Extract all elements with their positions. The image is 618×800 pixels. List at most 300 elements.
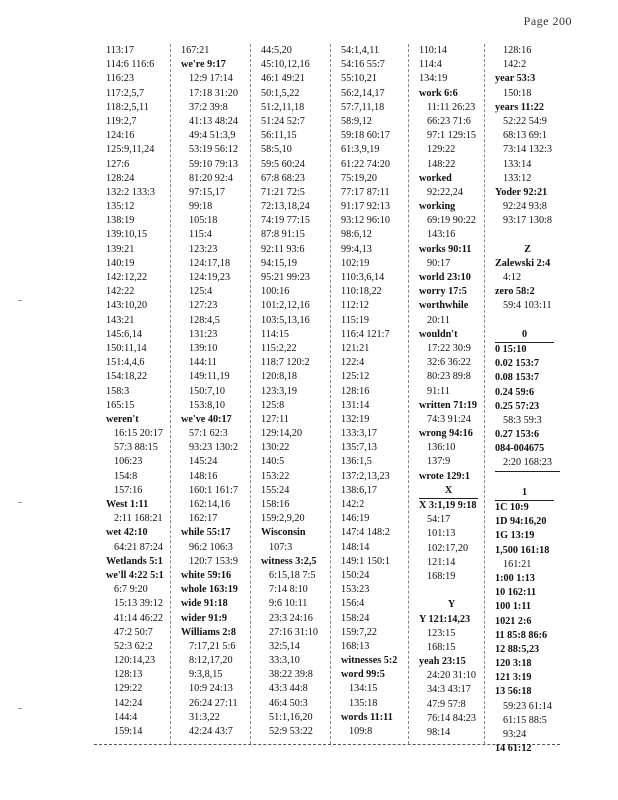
index-entry-reference: 99:4,13 [341, 243, 372, 255]
index-entry-reference: 8:12,17,20 [189, 655, 233, 667]
index-entry-reference: 116:23 [106, 73, 134, 85]
index-entry-reference: 95:21 99:23 [261, 272, 310, 283]
index-letter-heading: Z [524, 243, 531, 255]
index-entry-reference: 16:15 20:17 [114, 428, 163, 440]
index-entry-word: 121 3:19 [495, 672, 532, 684]
index-entry-reference: 131:23 [189, 328, 218, 340]
index-entry-reference: 93:12 96:10 [341, 215, 390, 227]
index-entry-word: Zalewski 2:4 [495, 257, 551, 269]
index-entry-reference: 41:13 48:24 [189, 115, 238, 127]
index-entry-reference: 121:14 [427, 556, 456, 568]
index-entry-reference: 67:8 68:23 [261, 172, 305, 184]
index-entry-reference: 138:19 [106, 215, 135, 227]
index-entry-reference: 9:3,8,15 [189, 669, 223, 681]
index-entry-reference: 6:15,18 7:5 [269, 569, 316, 581]
scan-edge-mark [18, 300, 22, 301]
index-entry-reference: 37:2 39:8 [189, 101, 228, 113]
index-entry-reference: 58:9,12 [341, 115, 372, 127]
index-column-2 [170, 44, 250, 744]
index-entry-reference: 144:4 [114, 711, 138, 723]
index-entry-reference: 11:11 26:23 [427, 101, 476, 113]
index-entry-word: 0 15:10 [495, 343, 527, 355]
index-entry-reference: 118:7 120:2 [261, 357, 310, 369]
index-entry-reference: 61:22 74:20 [341, 158, 390, 170]
index-column-6 [484, 44, 560, 755]
index-entry-reference: 159:14 [114, 726, 143, 737]
index-entry-reference: 110:3,6,14 [341, 272, 385, 283]
index-entry-word: while 55:17 [181, 527, 231, 539]
index-entry-reference: 128:16 [503, 45, 532, 56]
index-entry-word: wide 91:18 [181, 598, 228, 610]
index-entry-reference: 161:21 [503, 558, 532, 570]
index-entry-reference: 12:9 17:14 [189, 73, 233, 85]
index-entry-reference: 145:6,14 [106, 328, 142, 340]
index-entry-reference: 124:17,18 [189, 257, 231, 269]
index-entry-reference: 73:14 132:3 [503, 144, 552, 156]
index-letter-heading: X [419, 484, 478, 499]
index-entry-word: wider 91:9 [181, 612, 227, 624]
index-entry-reference: 58:5,10 [261, 144, 292, 156]
index-entry-word: 11 85:8 86:6 [495, 629, 548, 641]
index-entry-reference: 57:3 88:15 [114, 442, 158, 454]
index-entry-reference: 139:10,15 [106, 229, 148, 241]
index-column-4 [330, 44, 408, 744]
index-entry-reference: 127:11 [261, 413, 289, 425]
index-entry-reference: 52:22 54:9 [503, 115, 547, 127]
index-entry-reference: 69:19 90:22 [427, 215, 476, 227]
index-entry-reference: 115:2,22 [261, 342, 297, 354]
index-entry-reference: 142:22 [106, 286, 135, 298]
index-entry-reference: 116:4 121:7 [341, 328, 390, 340]
index-entry-reference: 101:13 [427, 528, 456, 540]
index-entry-reference: 103:5,13,16 [261, 314, 310, 326]
index-entry-reference: 9:6 10:11 [269, 598, 308, 610]
index-entry-reference: 57:7,11,18 [341, 101, 385, 113]
index-entry-reference: 125:9,11,24 [106, 144, 155, 156]
index-entry-reference: 132:19 [341, 413, 370, 425]
index-entry-reference: 131:14 [341, 399, 370, 411]
index-entry-reference: 128:16 [341, 385, 370, 397]
index-entry-word: worked [419, 172, 452, 184]
index-entry-reference: 94:15,19 [261, 257, 297, 269]
index-entry-reference: 93:23 130:2 [189, 442, 238, 454]
index-entry-reference: 127:23 [189, 300, 218, 312]
index-entry-reference: 115:19 [341, 314, 369, 326]
index-entry-reference: 157:16 [114, 484, 143, 496]
index-entry-reference: 148:14 [341, 541, 370, 553]
index-entry-reference: 80:23 89:8 [427, 371, 471, 383]
index-entry-reference: 140:19 [106, 257, 135, 269]
index-entry-reference: 133:12 [503, 172, 532, 184]
index-entry-word: written 71:19 [419, 399, 477, 411]
index-entry-reference: 51:2,11,18 [261, 101, 305, 113]
index-entry-reference: 54:17 [427, 514, 451, 526]
index-entry-reference: 97:15,17 [189, 186, 225, 198]
index-entry-reference: 153:22 [261, 470, 290, 482]
index-entry-reference: 17:22 30:9 [427, 342, 471, 354]
index-entry-word: wet 42:10 [106, 527, 148, 539]
index-entry-reference: 143:21 [106, 314, 135, 326]
index-entry-reference: 123:23 [189, 243, 218, 255]
index-entry-reference: 53:19 56:12 [189, 144, 238, 156]
index-entry-reference: 74:19 77:15 [261, 215, 310, 227]
index-entry-reference: 106:23 [114, 456, 143, 468]
index-entry-word: work 6:6 [419, 87, 458, 99]
index-entry-word: 10 162:11 [495, 587, 537, 599]
index-entry-reference: 92:24 93:8 [503, 201, 547, 213]
index-entry-reference: 123:15 [427, 627, 456, 639]
index-entry-reference: 26:24 27:11 [189, 697, 238, 709]
index-letter-heading: 1 [495, 486, 554, 501]
index-entry-reference: 122:4 [341, 357, 365, 369]
index-entry-reference: 59:4 103:11 [503, 300, 552, 312]
index-entry-reference: 87:8 91:15 [261, 229, 305, 241]
index-entry-word: worthwhile [419, 300, 469, 312]
index-entry-word: worry 17:5 [419, 286, 467, 298]
index-entry-reference: 97:1 129:15 [427, 130, 476, 142]
index-entry-reference: 23:3 24:16 [269, 612, 313, 624]
index-entry-reference [495, 314, 560, 328]
index-entry-word: zero 58:2 [495, 286, 535, 298]
index-entry-reference: 38:22 39:8 [269, 669, 313, 681]
index-entry-reference: 105:18 [189, 215, 218, 227]
index-entry-reference: 134:15 [349, 683, 378, 695]
index-entry-reference: 61:3,9,19 [341, 144, 380, 156]
index-entry-word: witness 3:2,5 [261, 555, 317, 567]
index-entry-word: 1,500 161:18 [495, 544, 550, 556]
index-entry-reference: 54:1,4,11 [341, 45, 380, 56]
index-entry-reference: 41:14 46:22 [114, 612, 163, 624]
index-entry-reference: 27:16 31:10 [269, 626, 318, 638]
index-entry-reference: 150:24 [341, 569, 370, 581]
index-entry-word: 1D 94:16,20 [495, 516, 547, 528]
index-entry-reference: 149:11,19 [189, 371, 230, 383]
index-entry-word: 14 61:12 [495, 743, 532, 755]
index-entry-reference: 93:24 [503, 729, 527, 740]
index-entry-reference: 133:14 [503, 158, 532, 170]
index-entry-reference: 96:2 106:3 [189, 541, 233, 553]
index-entry-word: 0.08 153:7 [495, 372, 540, 384]
index-entry-reference: 101:2,12,16 [261, 300, 310, 312]
index-entry-reference: 150:11,14 [106, 342, 147, 354]
index-entry-reference: 15:13 39:12 [114, 598, 163, 610]
index-entry-word: 0.24 59:6 [495, 386, 535, 398]
index-entry-reference: 165:15 [106, 399, 135, 411]
index-entry-reference: 135:7,13 [341, 442, 377, 454]
index-entry-reference: 145:24 [189, 456, 218, 468]
index-entry-reference: 32:5,14 [269, 640, 300, 652]
index-entry-reference: 31:3,22 [189, 711, 220, 723]
index-entry-reference: 43:3 44:8 [269, 683, 308, 695]
index-entry-reference: 121:21 [341, 342, 370, 354]
index-entry-word: year 53:3 [495, 73, 536, 85]
index-entry-reference: 56:11,15 [261, 130, 297, 142]
index-entry-reference: 75:19,20 [341, 172, 377, 184]
index-entry-reference: 136:10 [427, 442, 456, 454]
index-entry-reference: 52:9 53:22 [269, 726, 313, 737]
index-entry-reference: 51:1,16,20 [269, 711, 313, 723]
index-entry-reference: 125:12 [341, 371, 370, 383]
index-entry-reference: 10:9 24:13 [189, 683, 233, 695]
index-entry-reference: 134:19 [419, 73, 448, 85]
index-entry-reference: 92:22,24 [427, 186, 463, 198]
index-entry-reference: 129:14,20 [261, 428, 303, 440]
index-entry-reference: 158:24 [341, 612, 370, 624]
index-entry-reference: 137:9 [427, 456, 451, 468]
index-entry-reference: 59:23 61:14 [503, 700, 552, 712]
index-entry-word: 1021 2:6 [495, 615, 532, 627]
index-entry-reference: 118:2,5,11 [106, 101, 149, 113]
index-entry-reference: 47:2 50:7 [114, 626, 153, 638]
index-entry-word: 0.27 153:6 [495, 429, 540, 441]
index-entry-reference: 64:21 87:24 [114, 541, 163, 553]
index-entry-reference: 102:19 [341, 257, 370, 269]
index-column-5 [408, 44, 484, 744]
index-entry-reference: 71:21 72:5 [261, 186, 305, 198]
index-entry-reference: 123:3,19 [261, 385, 297, 397]
index-entry-reference: 59:10 79:13 [189, 158, 238, 170]
index-entry-reference: 114:6 116:6 [106, 59, 155, 71]
index-entry-reference: 125:4 [189, 286, 213, 298]
index-entry-reference: 50:1,5,22 [261, 87, 300, 99]
index-entry-word: weren't [106, 413, 139, 425]
index-entry-word: 100 1:11 [495, 601, 531, 613]
index-entry-reference: 56:2,14,17 [341, 87, 385, 99]
index-entry-reference: 47:9 57:8 [427, 698, 466, 710]
index-entry-word: word 99:5 [341, 669, 385, 681]
index-entry-reference: 144:11 [189, 357, 217, 369]
index-entry-reference: 45:10,12,16 [261, 59, 310, 71]
index-entry-word: X 3:1,19 9:18 [419, 500, 477, 511]
index-entry-reference: 130:22 [261, 442, 290, 454]
index-entry-reference: 136:1,5 [341, 456, 372, 468]
index-entry-reference: 160:1 161:7 [189, 484, 238, 496]
index-entry-reference: 32:6 36:22 [427, 357, 471, 369]
index-entry-word: yeah 23:15 [419, 656, 466, 668]
index-entry-reference: 7:17,21 5:6 [189, 640, 236, 652]
index-entry-word: works 90:11 [419, 243, 472, 255]
index-entry-reference: 114:4 [419, 59, 442, 71]
index-entry-reference: 51:24 52:7 [261, 115, 305, 127]
index-entry-word: we're 9:17 [181, 59, 226, 71]
index-entry-reference: 159:7,22 [341, 626, 377, 638]
index-entry-reference: 127:6 [106, 158, 130, 170]
index-entry-word: witnesses 5:2 [341, 655, 398, 667]
index-entry-reference: 149:1 150:1 [341, 555, 390, 567]
index-entry-reference [495, 471, 560, 486]
index-entry-reference: 142:2 [503, 59, 527, 71]
index-entry-reference: 98:14 [427, 727, 451, 738]
index-entry-reference: 4:12 [503, 272, 522, 283]
index-entry-reference: 55:10,21 [341, 73, 377, 85]
index-entry-reference: 33:3,10 [269, 655, 300, 667]
index-entry-reference: 46:1 49:21 [261, 73, 305, 85]
index-entry-reference: 117:2,5,7 [106, 87, 145, 99]
index-entry-reference: 135:18 [349, 697, 378, 709]
index-letter-heading: Y [447, 599, 456, 611]
index-entry-word: 120 3:18 [495, 658, 532, 670]
index-entry-reference: 98:6,12 [341, 229, 372, 241]
index-entry-reference: 34:3 43:17 [427, 684, 471, 696]
index-entry-reference: 132:2 133:3 [106, 186, 155, 198]
index-entry-word: Wetlands 5:1 [106, 555, 163, 567]
index-entry-reference: 168:13 [341, 640, 370, 652]
index-entry-reference: 158:3 [106, 385, 130, 397]
index-entry-reference: 128:4,5 [189, 314, 220, 326]
index-entry-reference: 20:11 [427, 314, 450, 326]
scan-edge-mark [18, 708, 22, 709]
index-entry-reference: 112:12 [341, 300, 369, 312]
index-entry-word: Williams 2:8 [181, 626, 236, 638]
index-entry-reference: 143:16 [427, 229, 456, 241]
index-entry-reference: 44:5,20 [261, 45, 292, 56]
index-entry-reference: 57:1 62:3 [189, 428, 228, 440]
index-entry-reference: 59:18 60:17 [341, 130, 390, 142]
index-entry-reference: 148:22 [427, 158, 456, 170]
index-entry-reference: 68:13 69:1 [503, 130, 547, 142]
index-entry-reference: 128:24 [106, 172, 135, 184]
index-entry-reference: 125:8 [261, 399, 285, 411]
index-entry-reference: 146:19 [341, 513, 370, 525]
index-entry-reference: 6:7 9:20 [114, 584, 148, 596]
index-entry-reference: 135:12 [106, 201, 135, 213]
index-entry-reference: 148:16 [189, 470, 218, 482]
index-entry-word: West 1:11 [106, 499, 149, 510]
index-entry-reference: 124:19,23 [189, 272, 231, 283]
index-entry-reference: 93:17 130:8 [503, 215, 552, 227]
index-entry-reference: 99:18 [189, 201, 213, 213]
index-entry-word: world 23:10 [419, 272, 471, 283]
index-entry-reference: 58:3 59:3 [503, 414, 542, 426]
index-entry-reference: 159:2,9,20 [261, 513, 305, 525]
index-entry-reference: 138:6,17 [341, 484, 377, 496]
index-entry-word: Yoder 92:21 [495, 186, 548, 198]
index-entry-word: white 59:16 [181, 569, 232, 581]
index-letter-heading: 0 [495, 328, 554, 343]
index-entry-reference: 153:23 [341, 584, 370, 596]
index-entry-reference: 91:17 92:13 [341, 201, 390, 213]
index-entry-reference: 77:17 87:11 [341, 186, 390, 198]
index-entry-reference: 102:17,20 [427, 542, 469, 554]
index-entry-word: 084-004675 [495, 443, 545, 455]
index-entry-reference: 61:15 88:5 [503, 714, 547, 726]
index-entry-reference: 109:8 [349, 726, 373, 737]
index-entry-reference: 92:11 93:6 [261, 243, 305, 255]
index-entry-reference: 42:24 43:7 [189, 726, 233, 737]
index-entry-reference: 120:8,18 [261, 371, 297, 383]
index-entry-reference: 168:19 [427, 570, 456, 582]
index-entry-word: 1:00 1:13 [495, 572, 535, 584]
index-entry-word: we've 40:17 [181, 413, 232, 425]
index-entry-word: wrote 129:1 [419, 470, 471, 482]
index-entry-word: words 11:11 [341, 711, 393, 723]
index-entry-word: we'll 4:22 5:1 [106, 569, 164, 581]
index-entry-reference: 133:3,17 [341, 428, 377, 440]
index-entry-word: 1C 10:9 [495, 502, 529, 513]
index-entry-reference: 151:4,4,6 [106, 357, 145, 369]
page-number-label: Page 200 [523, 14, 572, 28]
index-entry-reference: 46:4 50:3 [269, 697, 308, 709]
index-entry-reference: 59:5 60:24 [261, 158, 305, 170]
index-entry-reference: 139:21 [106, 243, 135, 255]
index-entry-reference: 120:7 153:9 [189, 555, 238, 567]
index-entry-reference: 2:11 168:21 [114, 513, 163, 525]
index-entry-reference: 140:5 [261, 456, 285, 468]
index-entry-reference: 49:4 51:3,9 [189, 130, 236, 142]
index-entry-word: Y 121:14,23 [419, 613, 471, 625]
index-entry-reference: 129:22 [114, 683, 143, 695]
index-column-1 [94, 44, 170, 744]
index-entry-reference: 119:2,7 [106, 115, 137, 127]
index-entry-reference: 154:18,22 [106, 371, 148, 383]
index-entry-reference: 137:2,13,23 [341, 470, 390, 482]
index-entry-word: whole 163:19 [181, 584, 238, 596]
index-entry-reference: 7:14 8:10 [269, 584, 308, 596]
index-entry-reference: 162:14,16 [189, 499, 231, 510]
index-entry-reference: 167:21 [181, 45, 210, 56]
index-entry-reference: 147:4 148:2 [341, 527, 390, 539]
word-index-grid [94, 44, 560, 755]
index-entry-reference: 162:17 [189, 513, 218, 525]
index-entry-reference: 115:4 [189, 229, 212, 241]
index-entry-reference: 143:10,20 [106, 300, 148, 312]
scan-edge-mark [18, 502, 22, 503]
index-entry-reference: 2:20 168:23 [503, 457, 552, 469]
index-entry-word: working [419, 201, 456, 213]
index-entry-reference [495, 228, 560, 242]
index-entry-reference: 158:16 [261, 499, 290, 510]
index-entry-reference: 142:12,22 [106, 272, 148, 283]
index-entry-reference: 113:17 [106, 45, 134, 56]
index-entry-reference: 110:18,22 [341, 286, 382, 298]
index-entry-reference: 139:10 [189, 342, 218, 354]
index-entry-word: 0.02 153:7 [495, 358, 540, 370]
index-entry-reference: 154:8 [114, 470, 138, 482]
index-entry-word: 12 88:5,23 [495, 643, 540, 655]
index-entry-reference: 128:13 [114, 669, 143, 681]
index-entry-word: Wisconsin [261, 527, 306, 539]
index-entry-reference [419, 584, 484, 598]
index-entry-word: 0.25 57:23 [495, 400, 540, 412]
index-entry-reference: 81:20 92:4 [189, 172, 233, 184]
index-entry-word: wrong 94:16 [419, 428, 473, 440]
index-entry-reference: 156:4 [341, 598, 365, 610]
index-entry-reference: 155:24 [261, 484, 290, 496]
index-entry-reference: 129:22 [427, 144, 456, 156]
index-entry-reference: 114:15 [261, 328, 289, 340]
index-entry-reference: 66:23 71:6 [427, 115, 471, 127]
index-entry-reference: 100:16 [261, 286, 290, 298]
index-entry-reference: 24:20 31:10 [427, 670, 476, 682]
index-entry-reference: 91:11 [427, 385, 450, 397]
index-entry-word: 1G 13:19 [495, 530, 535, 542]
index-entry-reference: 52:3 62:2 [114, 640, 153, 652]
index-entry-reference: 74:3 91:24 [427, 413, 471, 425]
index-entry-word: 13 56:18 [495, 686, 532, 698]
index-entry-reference: 150:7,10 [189, 385, 225, 397]
index-entry-reference: 54:16 55:7 [341, 59, 385, 71]
index-entry-reference: 142:2 [341, 499, 365, 510]
index-entry-reference: 168:15 [427, 641, 456, 653]
index-entry-reference: 153:8,10 [189, 399, 225, 411]
index-entry-reference: 90:17 [427, 257, 451, 269]
index-entry-reference: 110:14 [419, 45, 447, 56]
index-entry-word: years 11:22 [495, 101, 544, 113]
index-entry-word: wouldn't [419, 328, 458, 340]
index-entry-reference: 17:18 31:20 [189, 87, 238, 99]
index-entry-reference: 150:18 [503, 87, 532, 99]
index-entry-reference: 124:16 [106, 130, 135, 142]
